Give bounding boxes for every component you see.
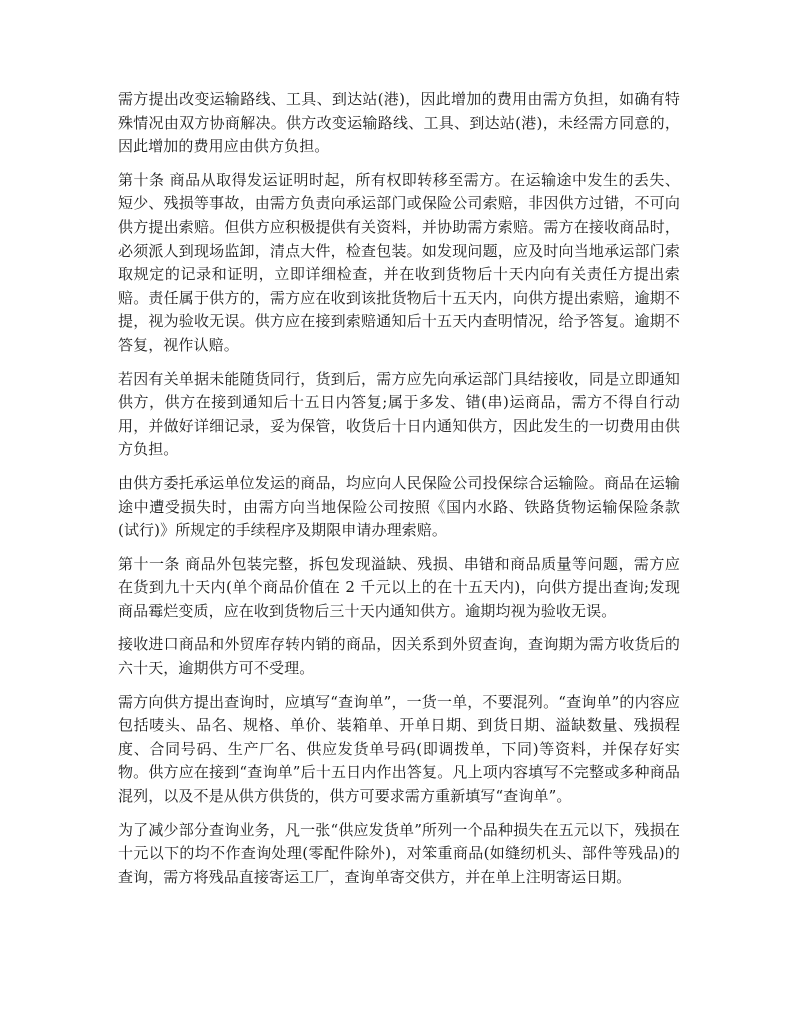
paragraph-inquiry-form: 需方向供方提出查询时，应填写“查询单”，一货一单，不要混列。“查询单”的内容应包括唛头、品名、规格、单价、装箱单、开单日期、到货日期、溢缺数量、残损程度、合同号码、生产厂名、供应发货单号码(即调拨单，下同)等资料，并保存好实物。供方应在接到“查询单”后十五日内作出答复。凡上项内容填写不完整或多种商品混列，以及不是从供方供货的，供方可要求需方重新填写“查询单”。 — [118, 692, 680, 806]
paragraph-transport-route-change: 需方提出改变运输路线、工具、到达站(港)，因此增加的费用由需方负担，如确有特殊情况由双方协商解决。供方改变运输路线、工具、到达站(港)，未经需方同意的，因此增加的费用应由供方负担。 — [118, 90, 680, 156]
paragraph-import-goods-inquiry: 接收进口商品和外贸库存转内销的商品，因关系到外贸查询，查询期为需方收货后的六十天，逾期供方可不受理。 — [118, 635, 680, 678]
paragraph-reduce-inquiries: 为了减少部分查询业务，凡一张“供应发货单”所列一个品种损失在五元以下，残损在十元以下的均不作查询处理(零配件除外)，对笨重商品(如缝纫机头、部件等残品)的查询，需方将残品直接寄运工厂，查询单寄交供方，并在单上注明寄运日期。 — [118, 820, 680, 886]
paragraph-article-10-ownership-claims: 第十条 商品从取得发运证明时起，所有权即转移至需方。在运输途中发生的丢失、短少、残损等事故，由需方负责向承运部门或保险公司索赔，非因供方过错，不可向供方提出索赔。但供方应积极提供有关资料，并协助需方索赔。需方在接收商品时，必须派人到现场监卸，清点大件，检查包装。如发现问题，应及时向当地承运部门索取规定的记录和证明，立即详细检查，并在收到货物后十天内向有关责任方提出索赔。责任属于供方的，需方应在收到该批货物后十五天内，向供方提出索赔，逾期不提，视为验收无误。供方应在接到索赔通知后十五天内查明情况，给予答复。逾期不答复，视作认赔。 — [118, 170, 680, 354]
paragraph-article-11-packaging-issues: 第十一条 商品外包装完整，拆包发现溢缺、残损、串错和商品质量等问题，需方应在货到九十天内(单个商品价值在 2 千元以上的在十五天内)，向供方提出查询;发现商品霉烂变质，应在收到货物后三十天内通知供方。逾期均视为验收无误。 — [118, 554, 680, 620]
document-body — [118, 88, 680, 899]
paragraph-transport-insurance: 由供方委托承运单位发运的商品，均应向人民保险公司投保综合运输险。商品在运输途中遭受损失时，由需方向当地保险公司按照《国内水路、铁路货物运输保险条款(试行)》所规定的手续程序及期限申请办理索赔。 — [118, 473, 680, 540]
paragraph-missing-documents: 若因有关单据未能随货同行，货到后，需方应先向承运部门具结接收，同是立即通知供方，供方在接到通知后十五日内答复;属于多发、错(串)运商品，需方不得自行动用，并做好详细记录，妥为保管，收货后十日内通知供方，因此发生的一切费用由供方负担。 — [118, 369, 680, 459]
